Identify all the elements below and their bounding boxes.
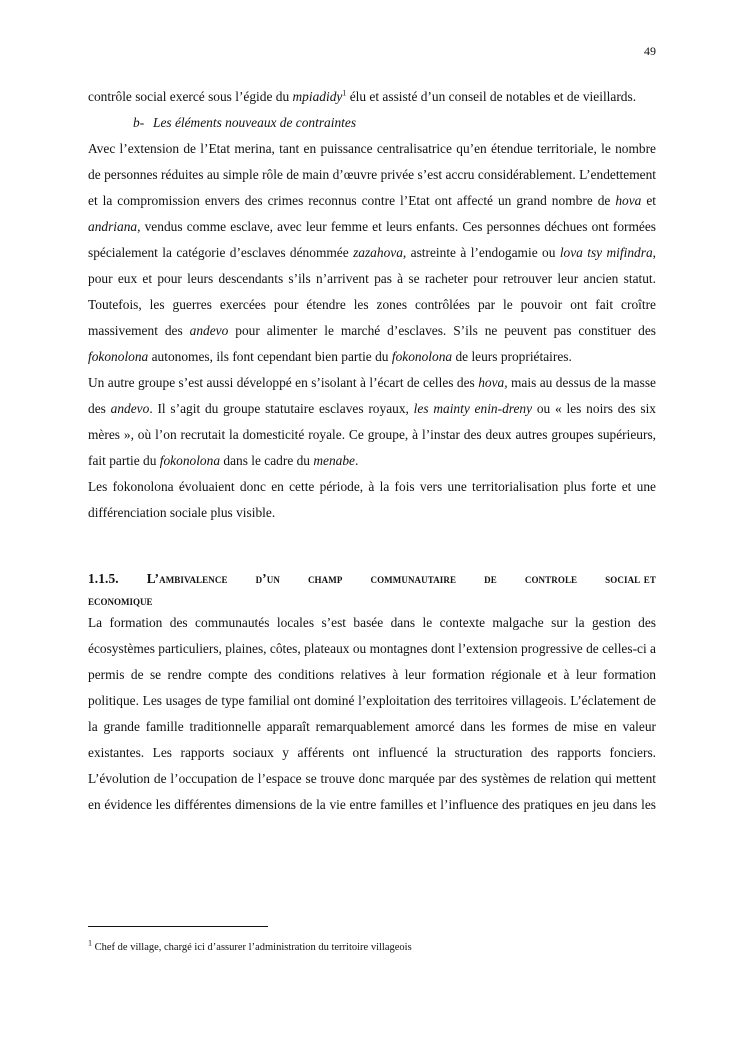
text-run: astreinte à l’endogamie ou bbox=[406, 245, 560, 260]
text-run: Un autre groupe s’est aussi développé en s’isolant à l’écart de celles des bbox=[88, 375, 479, 390]
text-run: . Il s’agit du groupe statutaire esclaves royaux, bbox=[149, 401, 414, 416]
section-title-word: controle bbox=[524, 571, 578, 586]
italic-term: hova, bbox=[478, 375, 508, 390]
italic-term: andevo bbox=[189, 323, 229, 338]
text-run: contrôle social exercé sous l’égide du bbox=[88, 89, 293, 104]
text-run: pour alimenter le marché d’esclaves. S’ils ne peuvent pas constituer des bbox=[228, 323, 656, 338]
text-run: . bbox=[355, 453, 359, 468]
text-run: Avec l’extension de l’Etat merina, tant en puissance centralisatrice qu’en étendue territoriale, le nombre de personnes réduites au simple rôle de main d’œuvre privée s’est accru considérablement. L’endettement et la compromission envers des crimes reconnus contre l’Etat ont affecté un grand nombre de bbox=[88, 141, 656, 208]
footnote-text: Chef de village, chargé ici d’assurer l’administration du territoire villageois bbox=[92, 942, 412, 953]
text-run: et bbox=[641, 193, 656, 208]
section-heading bbox=[88, 566, 656, 610]
paragraph-communautes-locales: La formation des communautés locales s’est basée dans le contexte malgache sur la gestion des écosystèmes particuliers, plaines, côtes, plateaux ou montagnes dont l’extension progressive de celles-ci a permis de se rendre compte des conditions relatives à leur formation régionale et à leur formation politique. Les usages de type familial ont dominé l’exploitation des territoires villageois. L’éclatement de la grande famille traditionnelle apparaît remarquablement amorcé dans les formes de mise en valeur existantes. Les rapports sociaux y afférents ont influencé la structuration des rapports fonciers. L’évolution de l’occupation de l’espace se trouve donc marquée par des systèmes de relation qui mettent en évidence les différentes dimensions de la vie entre familles et l’influence des pratiques en jeu dans les bbox=[88, 615, 656, 812]
text-run: ou « les noirs des six mères », où l’on recrutait la domesticité royale. Ce groupe, à l’instar des deux autres groupes supérieurs, fait partie du bbox=[88, 401, 657, 468]
section-heading-line-2: economique bbox=[88, 593, 153, 608]
section-title-word: communautaire bbox=[370, 571, 457, 586]
footnote-ref: 1 bbox=[342, 88, 347, 98]
italic-term: hova bbox=[615, 193, 642, 208]
text-run: mais au dessus de la masse des bbox=[88, 375, 656, 416]
section-number: 1.1.5. bbox=[88, 571, 119, 586]
text-run: dans le cadre du bbox=[220, 453, 314, 468]
italic-term: fokonolona bbox=[391, 349, 453, 364]
text-run: élu et assisté d’un conseil de notables et de vieillards. bbox=[346, 89, 637, 104]
italic-term: andevo bbox=[110, 401, 150, 416]
section-title-word: champ bbox=[307, 571, 343, 586]
section-title-word: social et bbox=[605, 571, 656, 586]
footnote-separator bbox=[88, 926, 268, 927]
italic-term: menabe bbox=[313, 453, 356, 468]
section-heading-line-1 bbox=[88, 566, 656, 592]
italic-term: fokonolona bbox=[88, 349, 149, 364]
italic-term: zazahova, bbox=[353, 245, 407, 260]
text-run: , vendus comme esclave, avec leur femme et leurs enfants. Ces personnes déchues ont formées spécialement la catégorie d’esclaves dénommée bbox=[88, 219, 656, 260]
text-run: , pour eux et pour leurs descendants s’ils n’arrivent pas à se racheter pour retrouver leur ancien statut. Toutefois, les guerres exercées pour étendre les zones contrôlées par le pouvoir ont fait croître massivement des bbox=[88, 245, 656, 338]
italic-term: fokonolona bbox=[159, 453, 221, 468]
section-title-word: L’ambivalence bbox=[146, 571, 228, 586]
paragraph-etat-merina bbox=[88, 136, 656, 370]
italic-term: les mainty enin-dreny bbox=[413, 401, 533, 416]
section-title-word: d’un bbox=[255, 571, 280, 586]
footnote bbox=[88, 940, 412, 956]
paragraph-fokonolona: Les fokonolona évoluaient donc en cette période, à la fois vers une territorialisation plus forte et une différenciation sociale plus visible. bbox=[88, 479, 656, 520]
paragraph-autre-groupe bbox=[88, 370, 656, 474]
subheading-marker: b- bbox=[133, 115, 145, 130]
subheading-text: Les éléments nouveaux de contraintes bbox=[153, 115, 357, 130]
section-title-word: de bbox=[484, 571, 497, 586]
text-run: de leurs propriétaires. bbox=[452, 349, 572, 364]
footnote-marker: 1 bbox=[88, 938, 92, 948]
italic-term: lova tsy mifindra bbox=[559, 245, 653, 260]
italic-term: andriana bbox=[88, 219, 138, 234]
italic-term: mpiadidy bbox=[292, 89, 343, 104]
subheading bbox=[88, 110, 656, 136]
page-number: 49 bbox=[644, 44, 656, 58]
page-body bbox=[88, 84, 656, 818]
paragraph-intro bbox=[88, 84, 656, 110]
text-run: autonomes, ils font cependant bien partie du bbox=[148, 349, 392, 364]
